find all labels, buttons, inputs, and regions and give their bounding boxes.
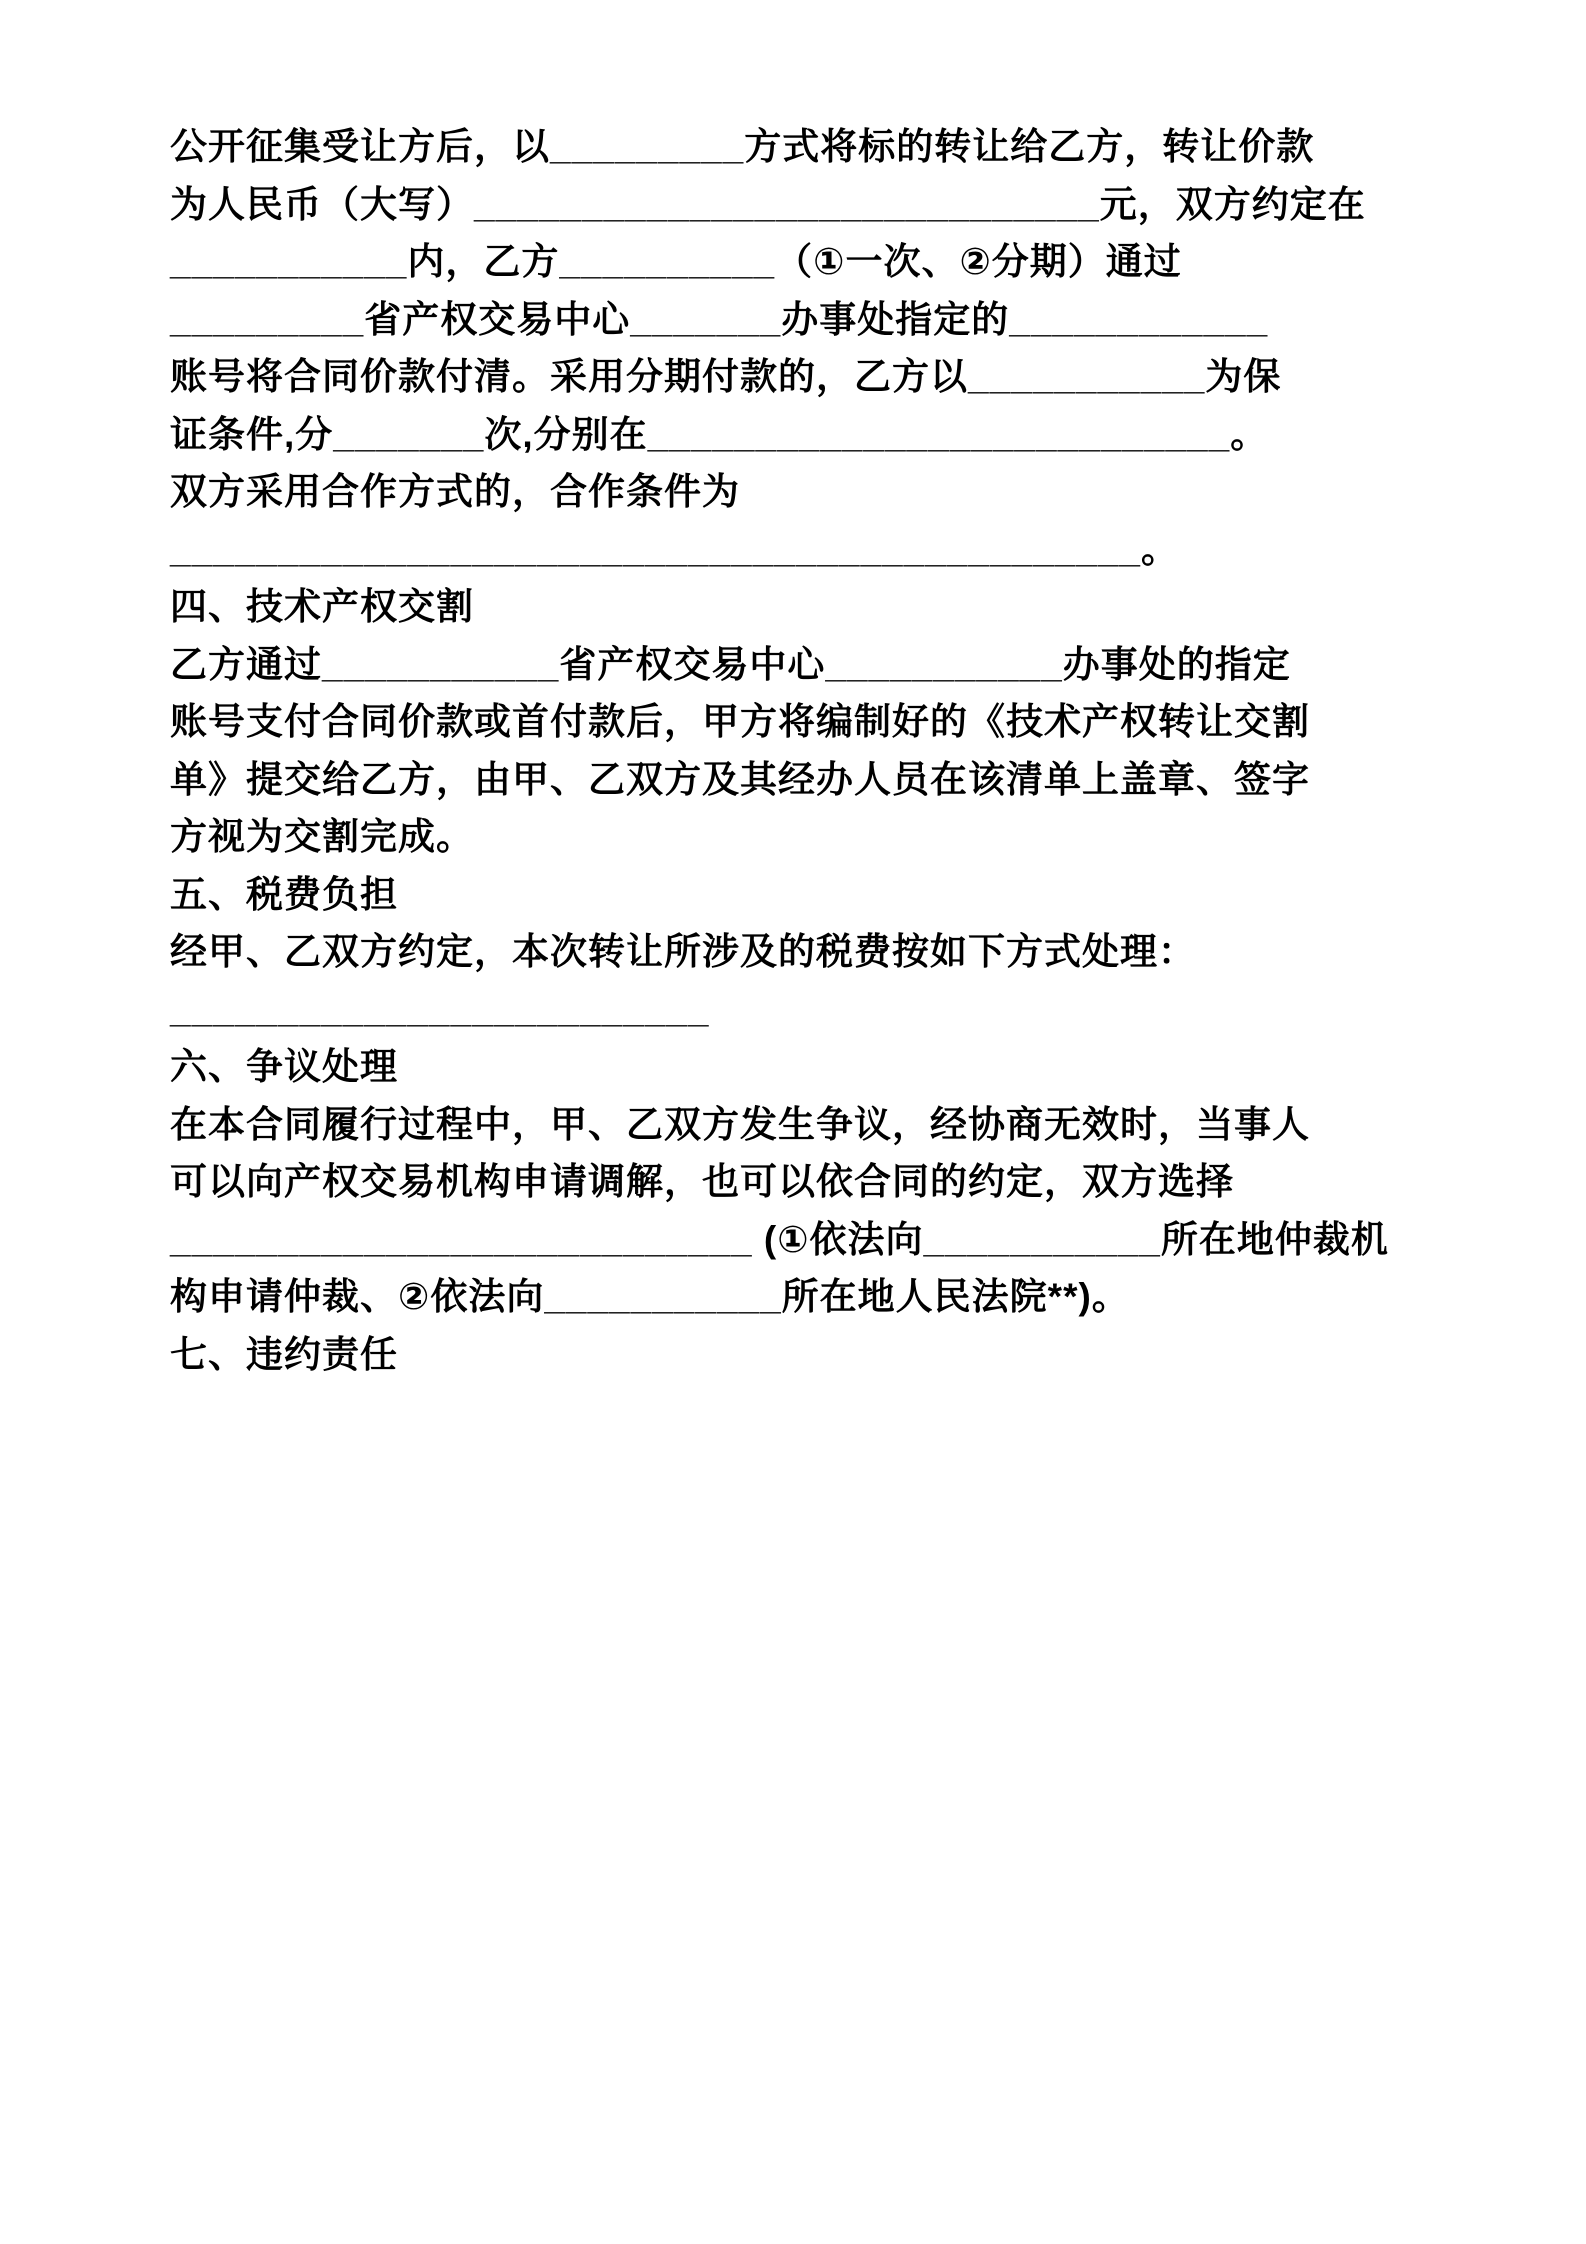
section-heading: 四、技术产权交割 [170, 586, 474, 627]
text-line: 证条件,分_______次,分别在___________________________。 [170, 413, 1269, 455]
text-line: _________________________ [170, 988, 710, 1030]
text-line: 方视为交割完成。 [170, 816, 474, 857]
text-line: 经甲、乙双方约定，本次转让所涉及的税费按如下方式处理： [170, 931, 1196, 972]
section-heading: 七、违约责任 [170, 1333, 398, 1375]
document-body [170, 118, 1421, 1383]
text-line: 在本合同履行过程中，甲、乙双方发生争议，经协商无效时，当事人 [170, 1103, 1310, 1145]
text-line: 构申请仲裁、②依法向___________所在地人民法院**)。 [170, 1276, 1130, 1317]
text-line: _____________________________________________。 [170, 528, 1179, 570]
text-line: 单》提交给乙方，由甲、乙双方及其经办人员在该清单上盖章、签字 [170, 758, 1310, 800]
section-heading: 五、税费负担 [170, 873, 398, 915]
text-line: ___________________________ (①依法向___________所在地仲裁机 [170, 1218, 1389, 1260]
text-line: 公开征集受让方后，以_________方式将标的转让给乙方，转让价款 [170, 126, 1315, 167]
text-line: _________省产权交易中心_______办事处指定的____________ [170, 298, 1269, 340]
section-heading: 六、争议处理 [170, 1046, 398, 1087]
text-line: 账号支付合同价款或首付款后，甲方将编制好的《技术产权转让交割 [170, 701, 1310, 742]
text-line: 为人民币（大写）_____________________________元，双方约定在 [170, 183, 1366, 225]
text-line: 账号将合同价款付清。采用分期付款的，乙方以___________为保 [170, 356, 1282, 397]
text-line: 可以向产权交易机构申请调解，也可以依合同的约定，双方选择 [170, 1161, 1234, 1202]
text-line: 乙方通过___________省产权交易中心___________办事处的指定 [170, 643, 1291, 685]
text-line: 双方采用合作方式的，合作条件为 [170, 471, 740, 512]
text-line: ___________内，乙方__________（①一次、②分期）通过 [170, 241, 1182, 282]
